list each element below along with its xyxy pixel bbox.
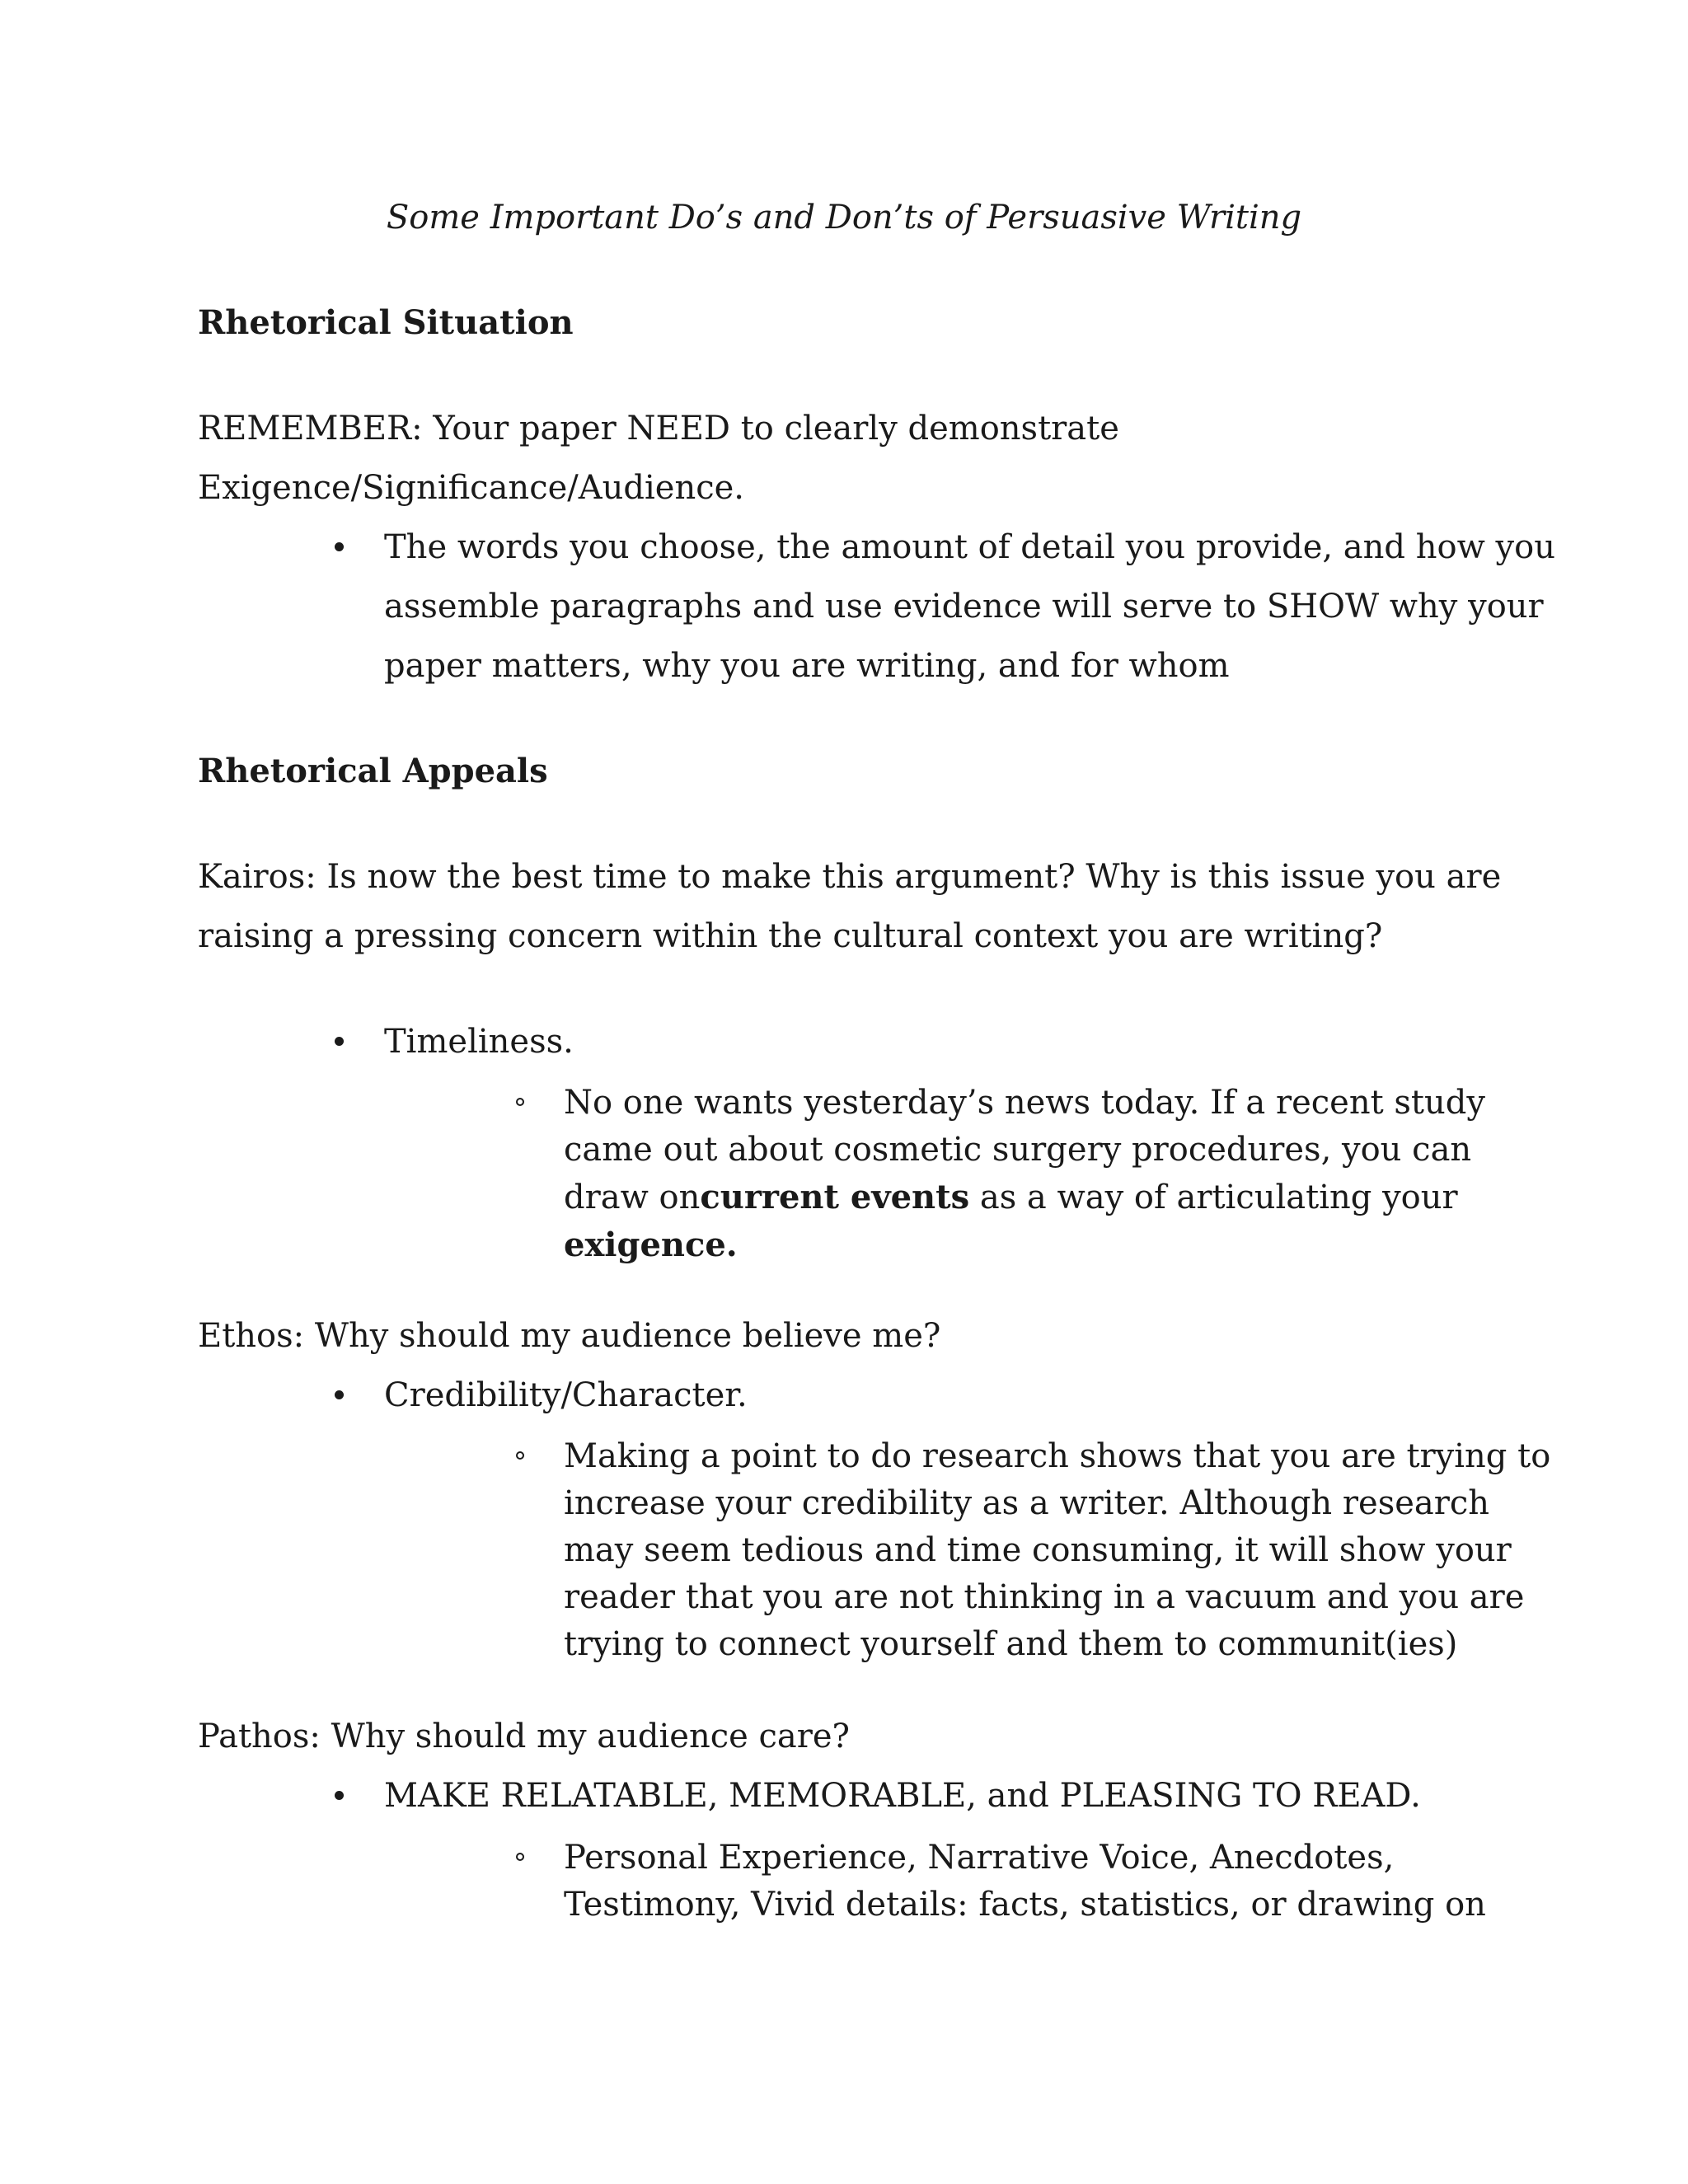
ethos-sub-line-3: may seem tedious and time consuming, it will show your — [564, 1531, 1512, 1569]
situation-bullet-text — [384, 518, 1555, 696]
bullet-circle-icon — [516, 1098, 524, 1106]
pathos-bullet-text — [384, 1766, 1538, 1825]
kairos-sub-line-4 — [564, 1221, 1553, 1269]
remember-line-1: REMEMBER: Your paper NEED to clearly demonstrate — [198, 410, 1119, 448]
kairos-paragraph — [198, 847, 1517, 966]
heading-rhetorical-appeals: Rhetorical Appeals — [198, 752, 548, 790]
kairos-sub-line-3-post: as a way of articulating your — [969, 1179, 1458, 1216]
ethos-sub-line-1: Making a point to do research shows that you are trying to — [564, 1437, 1551, 1475]
pathos-subbullet-text — [564, 1835, 1553, 1929]
situation-bullet-line-3: paper matters, why you are writing, and for whom — [384, 647, 1230, 685]
ethos-bullet-text — [384, 1366, 1538, 1425]
kairos-sub-line-2: came out about cosmetic surgery procedures, you can — [564, 1131, 1472, 1169]
ethos-sub-line-2: increase your credibility as a writer. Although research — [564, 1484, 1490, 1522]
ethos-sub-line-4: reader that you are not thinking in a vacuum and you are — [564, 1578, 1525, 1616]
heading-rhetorical-situation: Rhetorical Situation — [198, 303, 574, 342]
pathos-intro: Pathos: Why should my audience care? — [198, 1718, 850, 1755]
kairos-line-2: raising a pressing concern within the cultural context you are writing? — [198, 917, 1383, 955]
bullet-circle-icon — [516, 1451, 524, 1460]
kairos-sub-line-1: No one wants yesterday’s news today. If a recent study — [564, 1084, 1485, 1122]
document-title: Some Important Do’s and Don’ts of Persuasive Writing — [386, 199, 1302, 237]
ethos-bullet-line: Credibility/Character. — [384, 1376, 748, 1414]
bullet-dot-icon — [335, 1037, 344, 1046]
kairos-line-1: Kairos: Is now the best time to make this argument? Why is this issue you are — [198, 858, 1502, 896]
remember-line-2: Exigence/Significance/Audience. — [198, 469, 745, 507]
kairos-subbullet-text — [564, 1080, 1553, 1269]
bullet-dot-icon — [335, 1791, 344, 1800]
situation-bullet-line-2: assemble paragraphs and use evidence will serve to SHOW why your — [384, 588, 1544, 626]
ethos-intro: Ethos: Why should my audience believe me? — [198, 1317, 941, 1355]
pathos-paragraph — [198, 1707, 1517, 1766]
kairos-bullet-line: Timeliness. — [384, 1023, 574, 1061]
kairos-sub-line-3-bold: current events — [700, 1178, 970, 1216]
kairos-sub-line-4-bold: exigence. — [564, 1226, 738, 1264]
kairos-sub-line-3-pre: draw on — [564, 1179, 701, 1216]
kairos-bullet-text — [384, 1012, 1538, 1071]
kairos-sub-line-3 — [564, 1174, 1553, 1221]
pathos-bullet-line: MAKE RELATABLE, MEMORABLE, and PLEASING TO READ. — [384, 1777, 1421, 1815]
pathos-sub-line-1: Personal Experience, Narrative Voice, Anecdotes, — [564, 1839, 1395, 1877]
pathos-sub-line-2: Testimony, Vivid details: facts, statistics, or drawing on — [564, 1886, 1486, 1924]
bullet-dot-icon — [335, 542, 344, 551]
ethos-paragraph — [198, 1306, 1517, 1366]
bullet-circle-icon — [516, 1853, 524, 1861]
bullet-dot-icon — [335, 1390, 344, 1399]
ethos-sub-line-5: trying to connect yourself and them to communit(ies) — [564, 1625, 1458, 1663]
remember-paragraph — [198, 399, 1517, 518]
situation-bullet-line-1: The words you choose, the amount of detail you provide, and how you — [384, 528, 1555, 566]
ethos-subbullet-text — [564, 1433, 1553, 1668]
